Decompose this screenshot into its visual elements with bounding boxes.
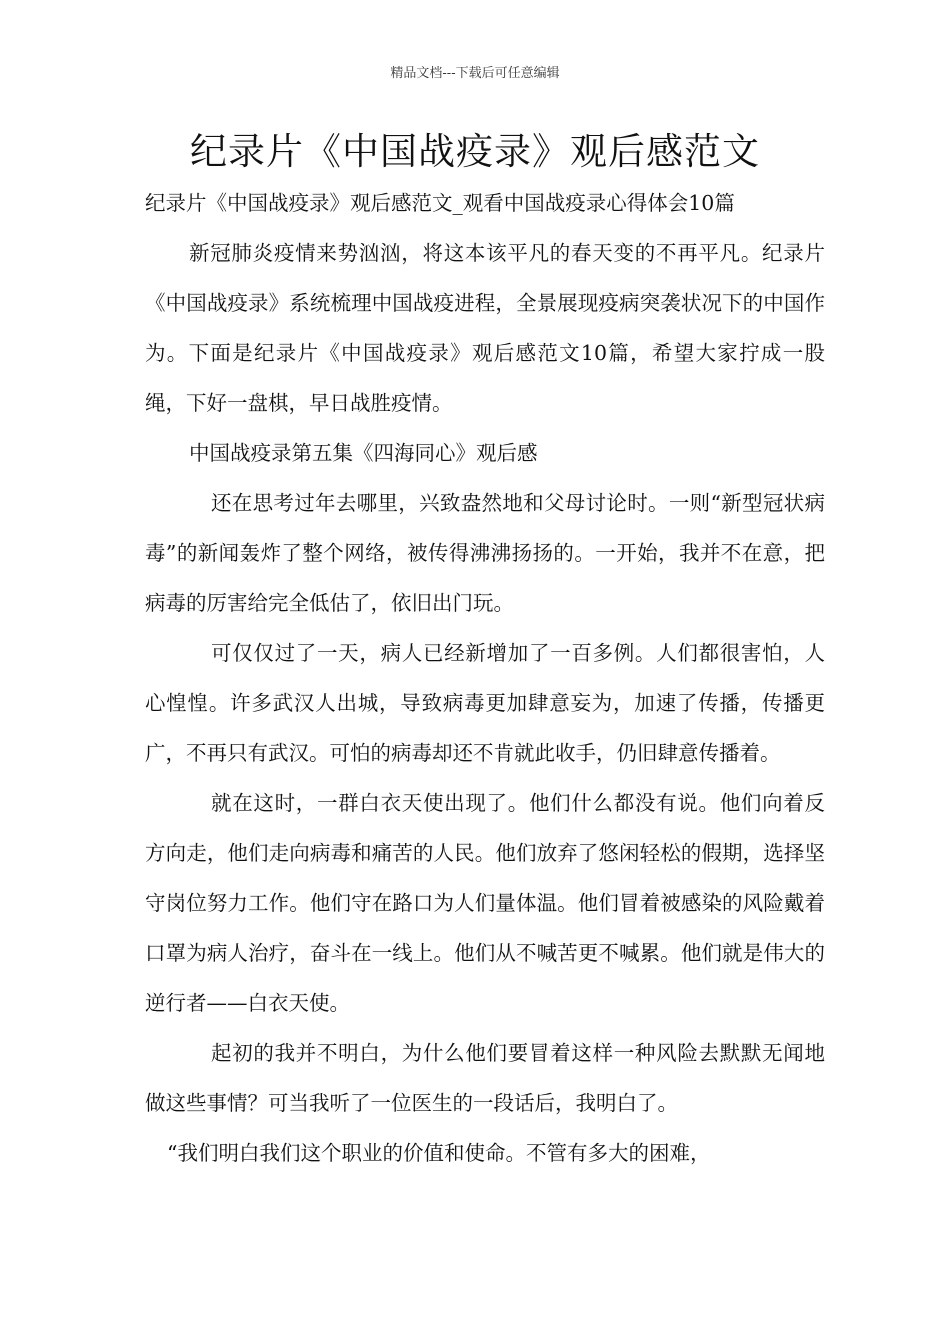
body-paragraph: 可仅仅过了一天，病人已经新增加了一百多例。人们都很害怕，人心惶惶。许多武汉人出城，导致病毒更加肆意妄为，加速了传播，传播更广，不再只有武汉。可怕的病毒却还不肯就此收手，仍旧肆意传播着。: [145, 641, 825, 765]
document-body: [145, 178, 825, 1178]
page-header: 精品文档---下载后可任意编辑: [390, 66, 560, 81]
quote-paragraph: “我们明白我们这个职业的价值和使命。不管有多大的困难，: [167, 1141, 711, 1165]
body-paragraph: 起初的我并不明白，为什么他们要冒着这样一种风险去默默无闻地做这些事情？可当我听了一位医生的一段话后，我明白了。: [145, 1041, 825, 1115]
document-subtitle: 纪录片《中国战疫录》观后感范文_观看中国战疫录心得体会10篇: [145, 191, 735, 215]
document-title: 纪录片《中国战疫录》观后感范文: [190, 130, 760, 173]
body-paragraph: 就在这时，一群白衣天使出现了。他们什么都没有说。他们向着反方向走，他们走向病毒和痛苦的人民。他们放弃了悠闲轻松的假期，选择坚守岗位努力工作。他们守在路口为人们量体温。他们冒着被感染的风险戴着口罩为病人治疗，奋斗在一线上。他们从不喊苦更不喊累。他们就是伟大的逆行者——白衣天使。: [145, 791, 825, 1015]
body-paragraph: 还在思考过年去哪里，兴致盎然地和父母讨论时。一则“新型冠状病毒”的新闻轰炸了整个网络，被传得沸沸扬扬的。一开始，我并不在意，把病毒的厉害给完全低估了，依旧出门玩。: [145, 491, 825, 615]
section-heading: 中国战疫录第五集《四海同心》观后感: [189, 441, 538, 465]
intro-paragraph: 新冠肺炎疫情来势汹汹，将这本该平凡的春天变的不再平凡。纪录片《中国战疫录》系统梳理中国战疫进程，全景展现疫病突袭状况下的中国作为。下面是纪录片《中国战疫录》观后感范文10篇，希望大家拧成一股绳，下好一盘棋，早日战胜疫情。: [145, 241, 825, 415]
